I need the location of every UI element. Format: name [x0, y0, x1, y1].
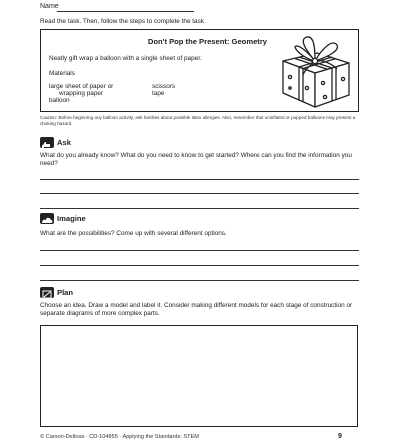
plan-prompt: Choose an idea. Draw a model and label it. Consider making different models for each stage of construction or separate diagrams of more complex parts. — [40, 302, 353, 318]
ask-title: Ask — [57, 138, 71, 147]
materials-heading: Materials — [49, 70, 75, 77]
plan-title: Plan — [57, 288, 74, 297]
plan-drawing-area[interactable] — [40, 325, 358, 427]
ask-icon — [40, 137, 54, 148]
imagine-write-line[interactable] — [40, 280, 359, 281]
plan-icon — [40, 287, 54, 298]
materials-item: balloon — [49, 97, 70, 104]
imagine-prompt: What are the possibilities? Come up with several different options. — [40, 230, 227, 237]
materials-item: tape — [152, 90, 165, 97]
name-label: Name — [40, 3, 59, 10]
imagine-icon — [40, 213, 54, 224]
imagine-title: Imagine — [57, 214, 86, 223]
footer-credit: © Carson-Dellosa · CD-104855 · Applying the Standards: STEM — [40, 434, 199, 440]
imagine-write-line[interactable] — [40, 250, 359, 251]
task-box — [40, 29, 359, 112]
name-write-line[interactable] — [57, 11, 194, 12]
page-number: 9 — [338, 433, 342, 440]
caution-note: Caution: Before beginning any balloon activity, ask families about possible latex allergies. Also, remember that uninflated or popped balloons may present a choking hazard. — [40, 115, 356, 126]
materials-item: wrapping paper — [59, 90, 104, 97]
task-title: Don't Pop the Present: Geometry — [147, 37, 267, 46]
materials-item: large sheet of paper or — [49, 83, 114, 90]
materials-item: scissors — [152, 83, 176, 90]
gift-box-illustration — [277, 33, 355, 109]
ask-write-line[interactable] — [40, 193, 359, 194]
task-description: Neatly gift wrap a balloon with a single sheet of paper. — [49, 55, 202, 62]
imagine-write-line[interactable] — [40, 265, 359, 266]
ask-write-line[interactable] — [40, 179, 359, 180]
instructions-text: Read the task. Then, follow the steps to complete the task. — [40, 18, 206, 25]
ask-write-line[interactable] — [40, 208, 359, 209]
ask-prompt: What do you already know? What do you need to know to get started? Where can you find the information you need? — [40, 152, 352, 168]
